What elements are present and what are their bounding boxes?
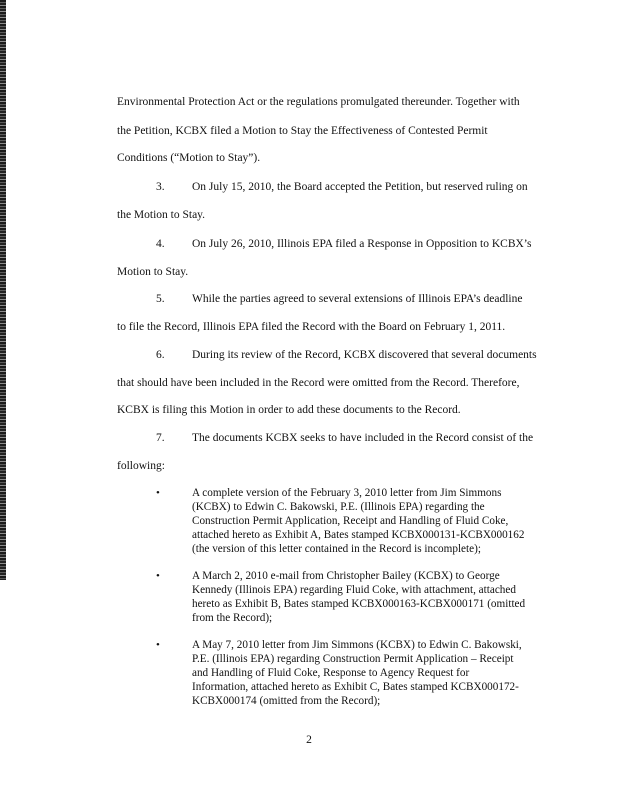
bullet-2-line-3: hereto as Exhibit B, Bates stamped KCBX000163-KCBX000171 (omitted — [192, 598, 526, 610]
bullet-1-line-1: A complete version of the February 3, 2010 letter from Jim Simmons — [192, 487, 502, 499]
intro-line-3: Conditions (“Motion to Stay”). — [117, 152, 261, 164]
paragraph-4-first-line: On July 26, 2010, Illinois EPA filed a Response in Opposition to KCBX’s — [192, 238, 532, 250]
paragraph-5-continuation: to file the Record, Illinois EPA filed the Record with the Board on February 1, 2011. — [117, 321, 506, 333]
bullet-3-line-2: P.E. (Illinois EPA) regarding Construction Permit Application – Receipt — [192, 653, 514, 665]
bullet-1-line-2: (KCBX) to Edwin C. Bakowski, P.E. (Illinois EPA) regarding the — [192, 501, 485, 513]
paragraph-6-number: 6. — [156, 349, 165, 361]
bullet-1-symbol: • — [156, 487, 160, 499]
paragraph-6-continuation-2: KCBX is filing this Motion in order to add these documents to the Record. — [117, 404, 461, 416]
bullet-3-line-1: A May 7, 2010 letter from Jim Simmons (KCBX) to Edwin C. Bakowski, — [192, 639, 522, 651]
bullet-1-line-3: Construction Permit Application, Receipt and Handling of Fluid Coke, — [192, 515, 509, 527]
bullet-3-text — [192, 638, 542, 708]
paragraph-7-first-line: The documents KCBX seeks to have included in the Record consist of the — [192, 432, 534, 444]
paragraph-4-continuation: Motion to Stay. — [117, 266, 189, 278]
bullet-3-line-3: and Handling of Fluid Coke, Response to Agency Request for — [192, 667, 470, 679]
bullet-2-text — [192, 569, 542, 625]
intro-line-1: Environmental Protection Act or the regulations promulgated thereunder. Together with — [117, 96, 520, 108]
paragraph-5-number: 5. — [156, 293, 165, 305]
bullet-3-symbol: • — [156, 639, 160, 651]
paragraph-4-number: 4. — [156, 238, 165, 250]
intro-line-2: the Petition, KCBX filed a Motion to Stay the Effectiveness of Contested Permit — [117, 125, 488, 137]
bullet-3-line-5: KCBX000174 (omitted from the Record); — [192, 695, 381, 707]
bullet-2-line-1: A March 2, 2010 e-mail from Christopher Bailey (KCBX) to George — [192, 570, 500, 582]
bullet-2-line-4: from the Record); — [192, 612, 273, 624]
bullet-2-line-2: Kennedy (Illinois EPA) regarding Fluid Coke, with attachment, attached — [192, 584, 516, 596]
paragraph-7-continuation: following: — [117, 460, 165, 472]
paragraph-3-continuation: the Motion to Stay. — [117, 209, 206, 221]
bullet-2-symbol: • — [156, 570, 160, 582]
paragraph-6-continuation: that should have been included in the Record were omitted from the Record. Therefore, — [117, 377, 520, 389]
page-number: 2 — [306, 734, 312, 746]
bullet-3-line-4: Information, attached hereto as Exhibit C, Bates stamped KCBX000172- — [192, 681, 519, 693]
paragraph-6-first-line: During its review of the Record, KCBX discovered that several documents — [192, 349, 537, 361]
bullet-1-line-5: (the version of this letter contained in the Record is incomplete); — [192, 543, 481, 555]
paragraph-7-number: 7. — [156, 432, 165, 444]
paragraph-5-first-line: While the parties agreed to several extensions of Illinois EPA’s deadline — [192, 293, 523, 305]
bullet-1-text — [192, 486, 542, 556]
paragraph-3-first-line: On July 15, 2010, the Board accepted the Petition, but reserved ruling on — [192, 181, 528, 193]
bullet-1-line-4: attached hereto as Exhibit A, Bates stamped KCBX000131-KCBX000162 — [192, 529, 525, 541]
paragraph-3-number: 3. — [156, 181, 165, 193]
